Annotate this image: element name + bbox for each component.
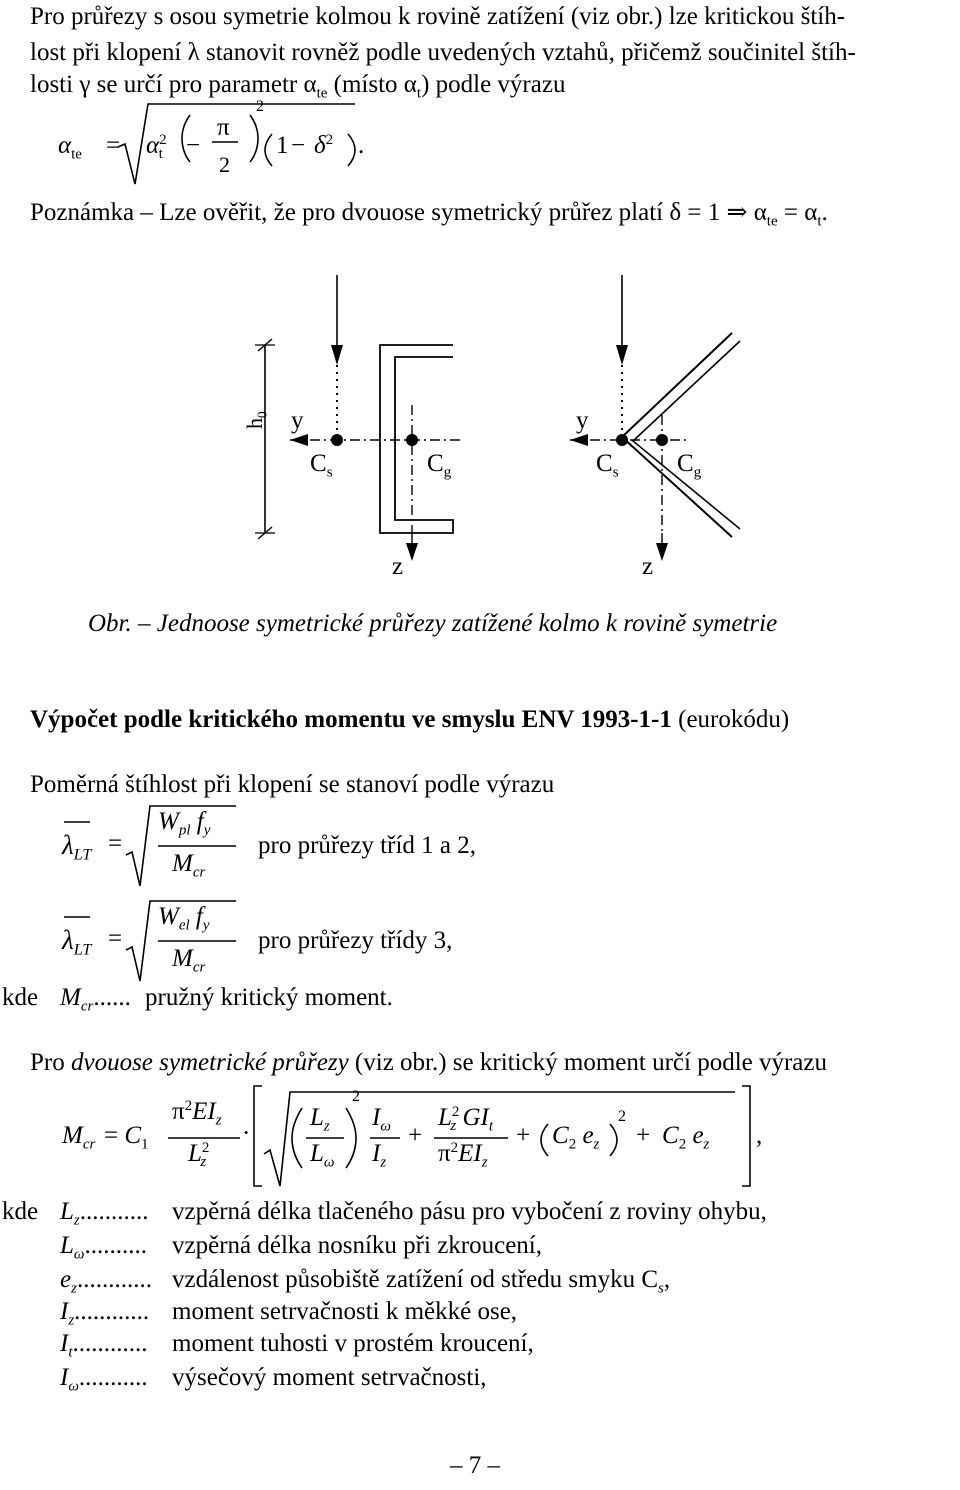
page-number: – 7 – (450, 1452, 500, 1479)
cs-label-1: $C_s$ (310, 450, 333, 481)
variable-definitions: kde $L_z$........... vzpěrná délka tlačeného pásu pro vybočení z roviny ohybu, $L_\omega$.......... vzpěrná délka nosníku při zkroucení, $e_z$............ vzdálenost působiště zatížení od středu smyku $C_s$, $I_z$............ moment setrvačnosti k měkké ose, $I_t$............ moment tuhosti v prostém kroucení, $I_\omega$........... výsečový moment setrvačnosti, (2, 1198, 767, 1395)
kde-mcr: kde $M_{cr}$...... pružný kritický moment. (2, 984, 393, 1015)
figure-cross-sections (0, 265, 960, 605)
cg-label-2: $C_g$ (677, 450, 702, 481)
intro-line-3: losti γ se určí pro parametr $\alpha_{te}$ (místo $\alpha_t$) podle výrazu (30, 71, 566, 102)
cg-label-1: $C_g$ (427, 450, 452, 481)
y-label-1: y (291, 407, 304, 434)
kde-label: kde (2, 1198, 39, 1225)
y-label-2: y (576, 407, 589, 434)
cs-label-2: $C_s$ (596, 450, 619, 481)
intro-line-2: lost při klopení λ stanovit rovněž podle uvedených vztahů, přičemž součinitel štíh- (30, 39, 856, 66)
para-relative-slenderness: Poměrná štíhlost při klopení se stanoví podle výrazu (30, 771, 555, 798)
formula-lambda-1: $\lambda_{LT}$ = $W_{pl}$ $f_y$ $M_{cr}$ pro průřezy tříd 1 a 2, (0, 800, 600, 890)
h0-label: $h_0$ (242, 411, 270, 429)
z-label-2: z (642, 553, 654, 580)
formula-alpha-te: $\alpha_{te}$ = $\alpha^2_t$ − π 2 2 1 − $\delta^2$ . (0, 100, 960, 195)
z-label-1: z (392, 553, 404, 580)
formula-lambda-2: $\lambda_{LT}$ = $W_{el}$ $f_y$ $M_{cr}$ pro průřezy třídy 3, (0, 895, 600, 985)
para-double-symmetric: Pro dvouose symetrické průřezy (viz obr.) se kritický moment určí podle výrazu (30, 1049, 828, 1076)
figure-caption: Obr. – Jednoose symetrické průřezy zatížené kolmo k rovině symetrie (88, 610, 778, 637)
figure-drawing (0, 265, 960, 605)
formula-mcr: $M_{cr}$ = $C_1$ $\pi^2EI_z$ $L^2_z$ · $L_z$ $L_\omega$ 2 $I_\omega$ $I_z$ + $L^2_z$ $GI_t$ $\pi^2EI_z$ + $C_2$ $e_z$ 2 + $C_2$ $e_z$ , (0, 1082, 960, 1192)
section-heading: Výpočet podle kritického momentu ve smyslu ENV 1993-1-1 (eurokódu) (30, 706, 790, 733)
radical-sign (0, 100, 960, 195)
note: Poznámka – Lze ověřit, že pro dvouose symetrický průřez platí δ = 1 ⇒ $\alpha_{te} = \alpha_t$. (30, 199, 828, 230)
intro-line-1: Pro průřezy s osou symetrie kolmou k rovině zatížení (viz obr.) lze kritickou štíh- (30, 3, 846, 30)
